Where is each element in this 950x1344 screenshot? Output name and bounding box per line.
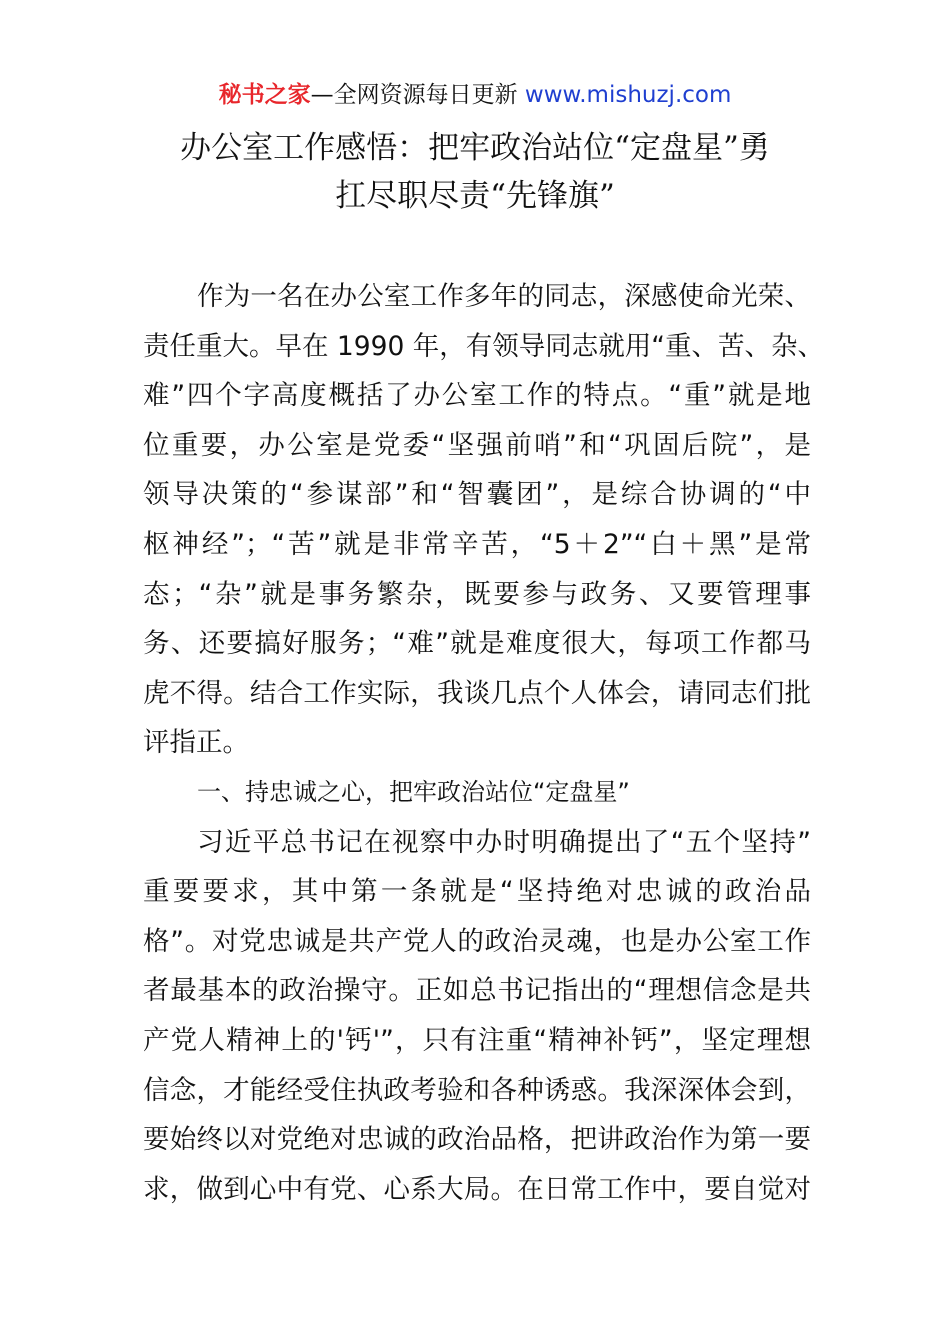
paragraph-2-line: 产党人精神上的'钙'”，只有注重“精神补钙”，坚定理想 <box>143 1024 811 1056</box>
paragraph-2-line: 信念，才能经受住执政考验和各种诱惑。我深深体会到， <box>143 1074 811 1106</box>
paragraph-2-line: 要始终以对党绝对忠诚的政治品格，把讲政治作为第一要 <box>143 1124 811 1156</box>
paragraph-1-line: 枢神经”；“苦”就是非常辛苦，“5＋2”“白＋黑”是常 <box>143 528 811 560</box>
paragraph-1-line: 位重要，办公室是党委“坚强前哨”和“巩固后院”，是 <box>143 429 811 461</box>
paragraph-2-line: 习近平总书记在视察中办时明确提出了“五个坚持” <box>197 826 811 858</box>
document-body <box>143 272 825 1214</box>
paragraph-1-line: 责任重大。早在 1990 年，有领导同志就用“重、苦、杂、 <box>143 330 825 362</box>
section-heading-1: 一、持忠诚之心，把牢政治站位“定盘星” <box>197 777 630 806</box>
title-line-2: 扛尽职尽责“先锋旗” <box>335 178 615 214</box>
document-title <box>140 124 810 220</box>
site-header <box>0 78 950 112</box>
site-url-link[interactable]: www.mishuzj.com <box>524 82 732 108</box>
paragraph-2-line: 求，做到心中有党、心系大局。在日常工作中，要自觉对 <box>143 1173 811 1205</box>
title-line-1: 办公室工作感悟：把牢政治站位“定盘星”勇 <box>180 130 770 166</box>
paragraph-1-line: 虎不得。结合工作实际，我谈几点个人体会，请同志们批 <box>143 677 811 709</box>
paragraph-1-line: 难”四个字高度概括了办公室工作的特点。“重”就是地 <box>143 380 811 412</box>
paragraph-2-line: 格”。对党忠诚是共产党人的政治灵魂，也是办公室工作 <box>143 925 811 957</box>
paragraph-2-line: 者最基本的政治操守。正如总书记指出的“理想信念是共 <box>143 975 811 1007</box>
paragraph-1-line: 态；“杂”就是事务繁杂，既要参与政务、又要管理事 <box>143 578 811 610</box>
site-tagline: —全网资源每日更新 <box>310 82 525 108</box>
paragraph-1-line: 作为一名在办公室工作多年的同志，深感使命光荣、 <box>197 281 811 312</box>
paragraph-1-line: 评指正。 <box>143 727 249 759</box>
paragraph-1-line: 务、还要搞好服务；“难”就是难度很大，每项工作都马 <box>143 628 811 660</box>
paragraph-1-line: 领导决策的“参谋部”和“智囊团”，是综合协调的“中 <box>143 479 811 511</box>
paragraph-2-line: 重要要求，其中第一条就是“坚持绝对忠诚的政治品 <box>143 876 811 908</box>
site-brand: 秘书之家 <box>218 82 311 108</box>
